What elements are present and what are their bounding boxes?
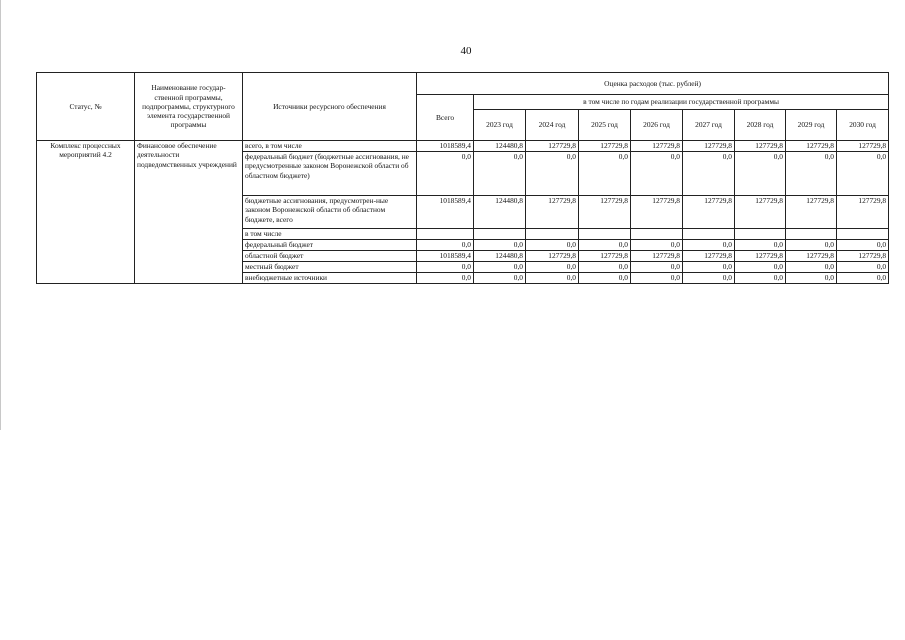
value-cell: 127729,8	[837, 196, 889, 229]
value-cell: 127729,8	[631, 196, 683, 229]
value-cell: 0,0	[417, 240, 474, 251]
header-year: 2023 год	[474, 110, 526, 141]
value-cell: 1018589,4	[417, 196, 474, 229]
value-cell	[526, 229, 579, 240]
value-cell: 0,0	[683, 262, 735, 273]
source-cell: всего, в том числе	[243, 141, 417, 152]
value-cell: 0,0	[526, 273, 579, 284]
value-cell: 124480,8	[474, 141, 526, 152]
value-cell: 0,0	[417, 262, 474, 273]
value-cell: 0,0	[735, 240, 786, 251]
value-cell: 127729,8	[786, 196, 837, 229]
value-cell	[631, 229, 683, 240]
value-cell: 0,0	[631, 273, 683, 284]
value-cell: 0,0	[474, 152, 526, 196]
value-cell: 127729,8	[837, 141, 889, 152]
value-cell: 0,0	[837, 152, 889, 196]
value-cell: 127729,8	[786, 251, 837, 262]
value-cell: 0,0	[786, 273, 837, 284]
header-year: 2026 год	[631, 110, 683, 141]
value-cell	[735, 229, 786, 240]
budget-table	[36, 72, 889, 284]
value-cell: 127729,8	[579, 196, 631, 229]
value-cell: 1018589,4	[417, 251, 474, 262]
value-cell: 0,0	[579, 273, 631, 284]
value-cell	[786, 229, 837, 240]
source-cell: федеральный бюджет (бюджетные ассигнования, не предусмотренные законом Воронежской области об областном бюджете)	[243, 152, 417, 196]
value-cell: 0,0	[786, 152, 837, 196]
value-cell: 127729,8	[735, 251, 786, 262]
scan-edge-line	[0, 0, 1, 430]
value-cell: 127729,8	[579, 251, 631, 262]
value-cell: 127729,8	[786, 141, 837, 152]
value-cell: 0,0	[837, 240, 889, 251]
value-cell: 0,0	[683, 152, 735, 196]
value-cell: 0,0	[579, 262, 631, 273]
value-cell	[683, 229, 735, 240]
value-cell: 1018589,4	[417, 141, 474, 152]
value-cell: 0,0	[474, 262, 526, 273]
value-cell: 127729,8	[683, 251, 735, 262]
value-cell	[417, 229, 474, 240]
value-cell: 0,0	[631, 262, 683, 273]
header-year: 2025 год	[579, 110, 631, 141]
value-cell: 0,0	[579, 152, 631, 196]
header-total: Всего	[417, 95, 474, 141]
value-cell: 0,0	[526, 262, 579, 273]
value-cell: 0,0	[683, 240, 735, 251]
page-number: 40	[460, 45, 472, 57]
header-year: 2027 год	[683, 110, 735, 141]
value-cell: 124480,8	[474, 196, 526, 229]
value-cell	[579, 229, 631, 240]
value-cell	[474, 229, 526, 240]
value-cell: 0,0	[579, 240, 631, 251]
source-cell: федеральный бюджет	[243, 240, 417, 251]
header-program-name: Наименование государ-ственной программы, подпрограммы, структурного элемента государственной программы	[135, 73, 243, 141]
value-cell: 127729,8	[631, 251, 683, 262]
value-cell: 0,0	[837, 273, 889, 284]
value-cell: 127729,8	[735, 141, 786, 152]
value-cell: 0,0	[735, 152, 786, 196]
value-cell: 0,0	[786, 240, 837, 251]
header-status: Статус, №	[37, 73, 135, 141]
header-year: 2029 год	[786, 110, 837, 141]
value-cell: 0,0	[683, 273, 735, 284]
value-cell: 124480,8	[474, 251, 526, 262]
value-cell: 0,0	[837, 262, 889, 273]
source-cell: внебюджетные источники	[243, 273, 417, 284]
source-cell: в том числе	[243, 229, 417, 240]
value-cell: 127729,8	[526, 141, 579, 152]
header-expense-estimate: Оценка расходов (тыс. рублей)	[417, 73, 889, 95]
value-cell: 0,0	[474, 273, 526, 284]
value-cell: 0,0	[526, 240, 579, 251]
value-cell: 0,0	[417, 273, 474, 284]
source-cell: местный бюджет	[243, 262, 417, 273]
value-cell: 0,0	[735, 273, 786, 284]
value-cell: 127729,8	[735, 196, 786, 229]
value-cell: 0,0	[417, 152, 474, 196]
header-year: 2024 год	[526, 110, 579, 141]
value-cell: 127729,8	[631, 141, 683, 152]
value-cell: 0,0	[735, 262, 786, 273]
value-cell	[837, 229, 889, 240]
source-cell: бюджетные ассигнования, предусмотрен-ные законом Воронежской области об областном бюджете, всего	[243, 196, 417, 229]
value-cell: 127729,8	[526, 196, 579, 229]
value-cell: 127729,8	[837, 251, 889, 262]
value-cell: 0,0	[526, 152, 579, 196]
value-cell: 0,0	[474, 240, 526, 251]
value-cell: 0,0	[631, 240, 683, 251]
header-sources: Источники ресурсного обеспечения	[243, 73, 417, 141]
value-cell: 127729,8	[526, 251, 579, 262]
value-cell: 0,0	[786, 262, 837, 273]
program-name-cell: Финансовое обеспечение деятельности подведомственных учреждений	[135, 141, 243, 284]
value-cell: 0,0	[631, 152, 683, 196]
value-cell: 127729,8	[579, 141, 631, 152]
status-cell: Комплекс процессных мероприятий 4.2	[37, 141, 135, 284]
source-cell: областной бюджет	[243, 251, 417, 262]
header-year: 2028 год	[735, 110, 786, 141]
header-year: 2030 год	[837, 110, 889, 141]
table-row	[37, 141, 889, 152]
value-cell: 127729,8	[683, 141, 735, 152]
header-by-years: в том числе по годам реализации государственной программы	[474, 95, 889, 110]
value-cell: 127729,8	[683, 196, 735, 229]
